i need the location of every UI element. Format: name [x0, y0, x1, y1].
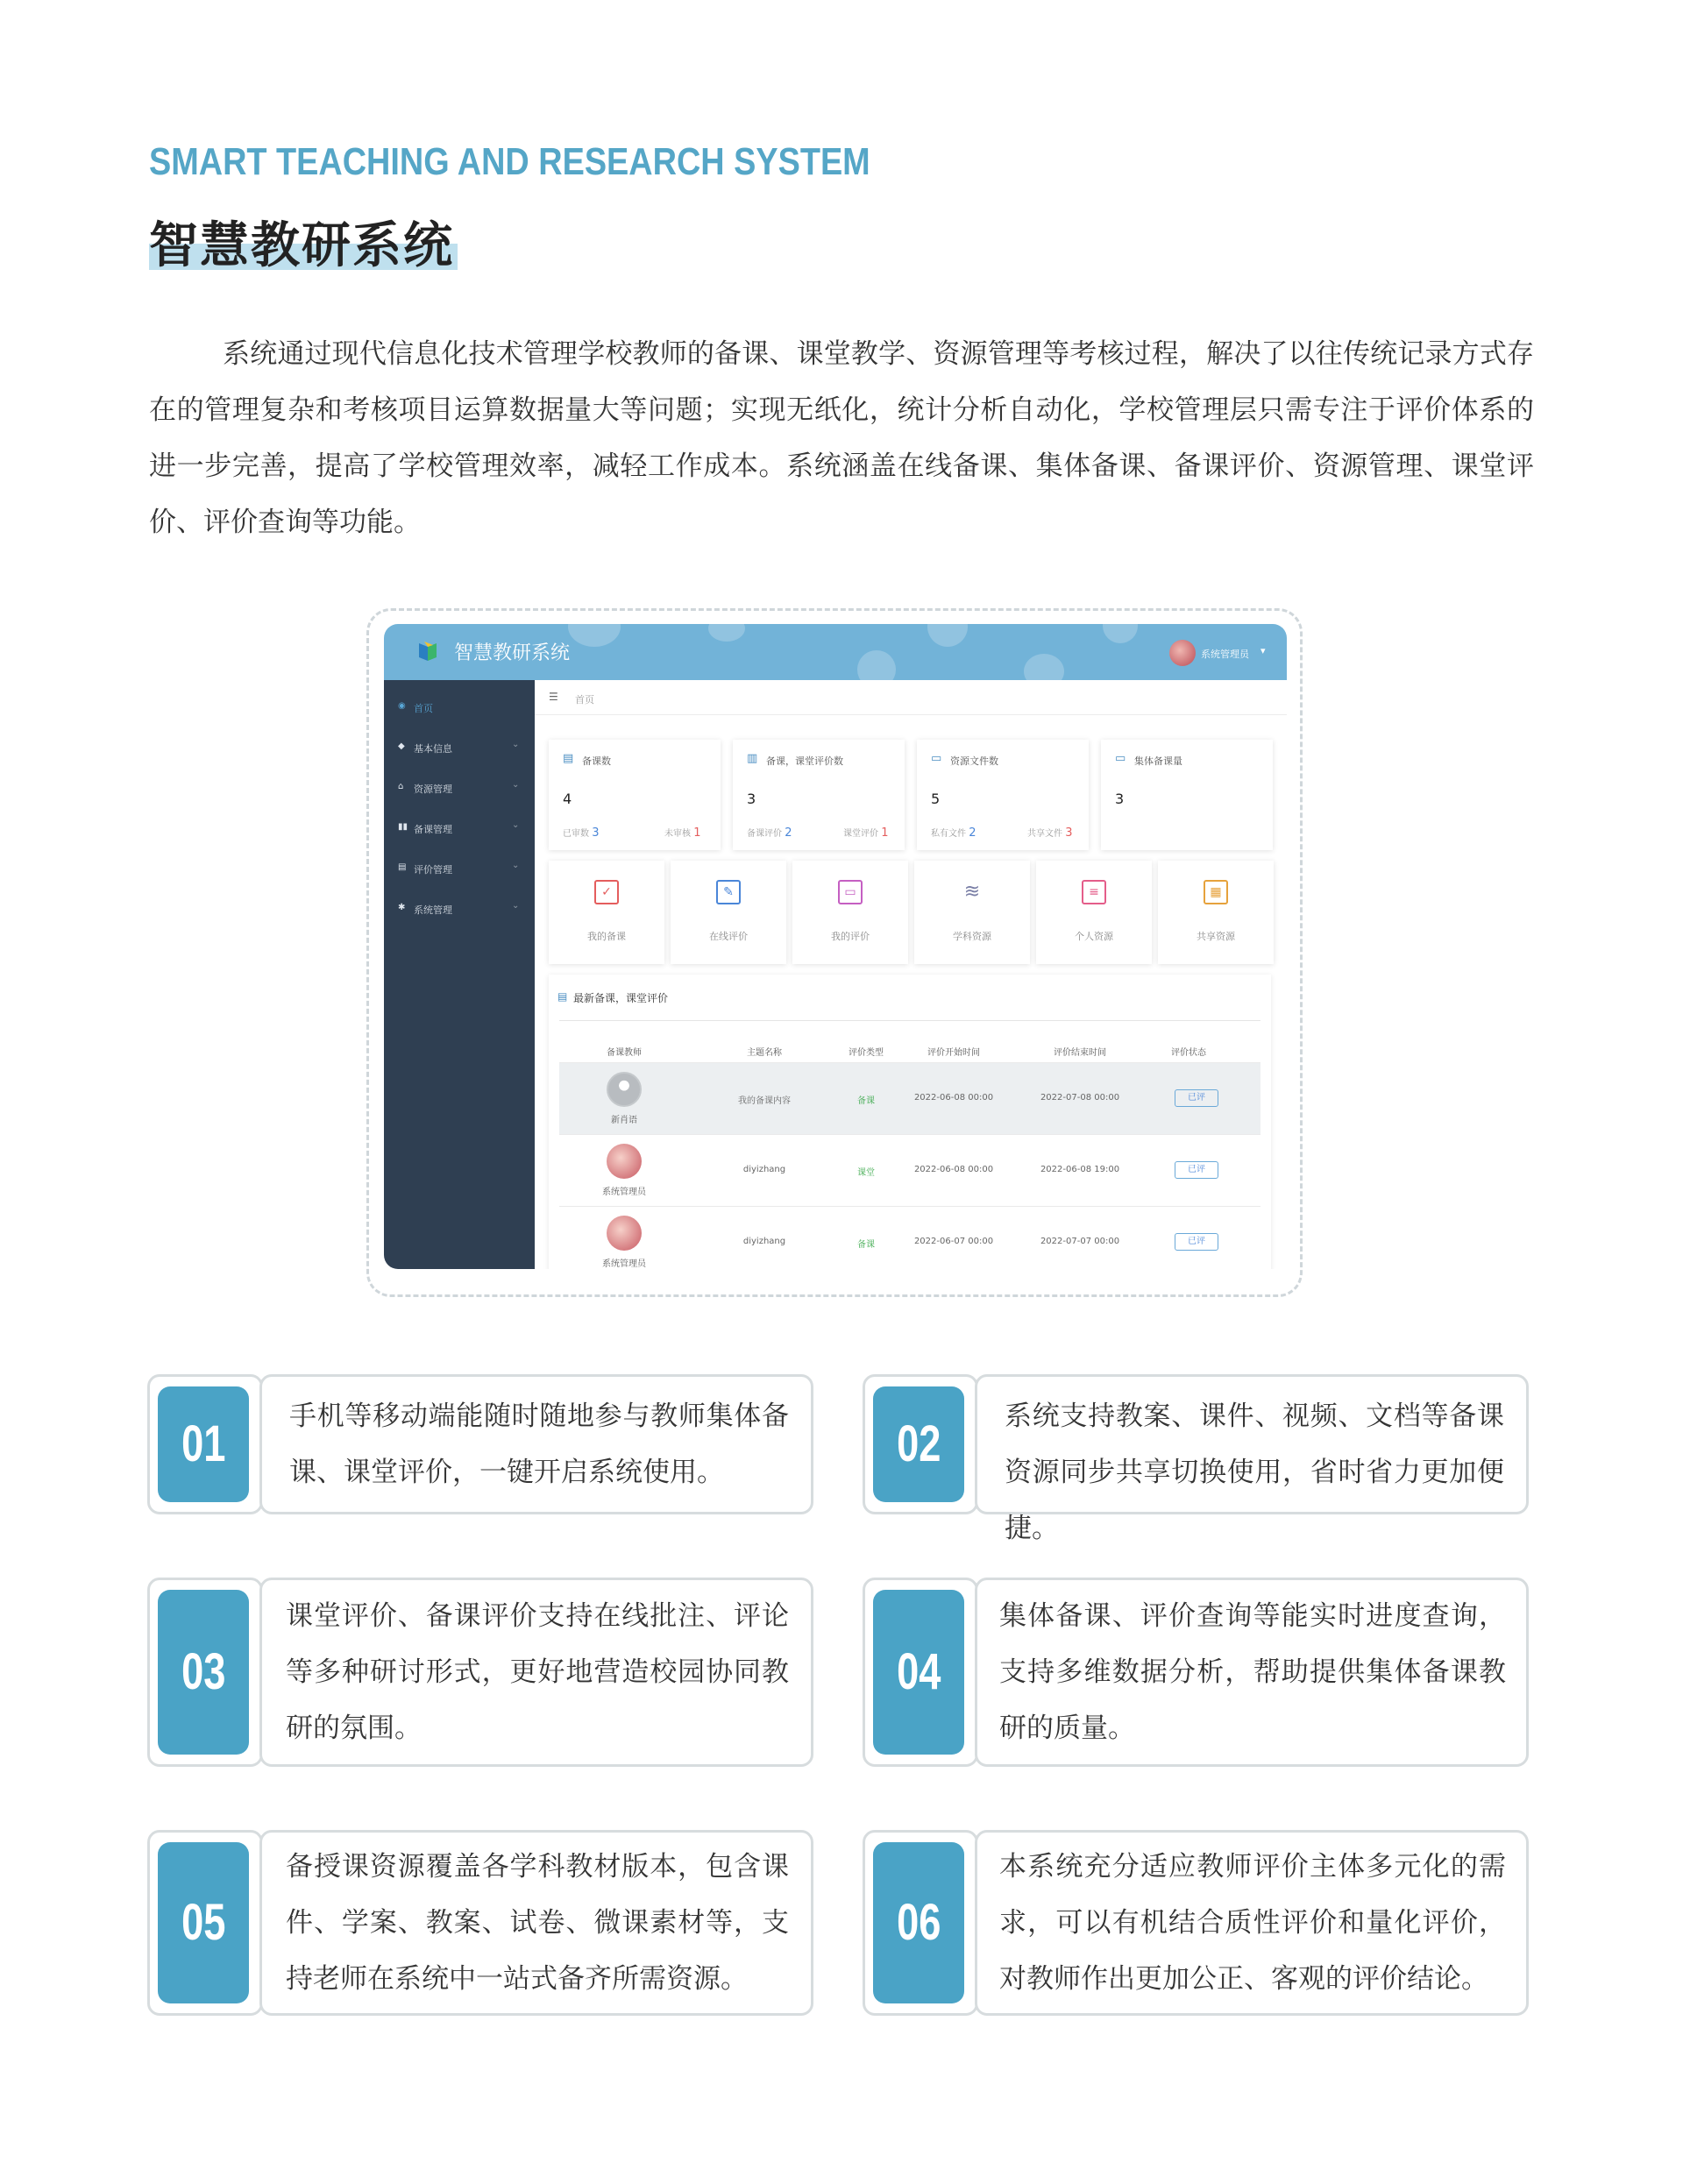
type-cell: 备课 [857, 1096, 875, 1106]
eyebrow-title: SMART TEACHING AND RESEARCH SYSTEM [149, 140, 870, 183]
file-icon: ▥ [747, 752, 758, 765]
teacher-name: 新肖语 [611, 1116, 637, 1125]
stat-sub-1: 备课评价 2 [747, 826, 792, 840]
user-name[interactable]: 系统管理员 [1201, 649, 1249, 660]
feature-number: 02 [873, 1386, 964, 1502]
start-cell: 2022-06-07 00:00 [913, 1237, 994, 1246]
layers-icon: ◆ [398, 741, 405, 751]
app-header [384, 624, 1287, 680]
column-header: 评价状态 [1171, 1048, 1206, 1058]
folder-icon: ▭ [931, 752, 942, 765]
teacher-name: 系统管理员 [602, 1259, 646, 1269]
column-header: 评价类型 [849, 1048, 884, 1058]
sidebar-item-evaluation[interactable] [384, 852, 535, 887]
stat-value: 4 [563, 791, 572, 807]
feature-number: 06 [873, 1842, 964, 2003]
breadcrumb [535, 680, 1287, 715]
app-title: 智慧教研系统 [454, 642, 571, 664]
avatar [607, 1144, 642, 1179]
sidebar-item-label: 备课管理 [414, 824, 452, 835]
start-cell: 2022-06-08 00:00 [913, 1093, 994, 1103]
sidebar-item-system[interactable] [384, 892, 535, 927]
feature-text: 系统支持教案、课件、视频、文档等备课资源同步共享切换使用，省时省力更加便捷。 [1005, 1400, 1504, 1544]
avatar [607, 1216, 642, 1251]
feature-card-03 [147, 1578, 813, 1767]
quick-link-label: 我的评价 [831, 931, 870, 942]
sidebar-item-label: 首页 [414, 703, 433, 714]
monitor-icon: ▭ [838, 880, 863, 904]
end-cell: 2022-06-08 19:00 [1040, 1165, 1120, 1174]
chevron-down-icon: ⌄ [512, 780, 520, 790]
sidebar-item-label: 系统管理 [414, 904, 452, 916]
checklist-icon: ✓ [594, 880, 619, 904]
feature-number: 03 [158, 1590, 249, 1755]
stat-label: 集体备课量 [1134, 755, 1182, 767]
edit-file-icon: ✎ [716, 880, 741, 904]
sidebar-item-home[interactable] [384, 691, 535, 726]
stat-card-resources[interactable] [917, 740, 1089, 850]
column-header: 评价开始时间 [927, 1048, 980, 1058]
start-cell: 2022-06-08 00:00 [913, 1165, 994, 1174]
feature-number: 01 [158, 1386, 249, 1502]
stack-icon: ≋ [963, 881, 981, 903]
page-title-block [149, 207, 454, 277]
chevron-down-icon: ⌄ [512, 901, 520, 911]
quick-link-personal-res[interactable] [1036, 861, 1152, 964]
topic-cell: diyizhang [742, 1165, 786, 1174]
type-cell: 备课 [857, 1240, 875, 1250]
quick-link-shared-res[interactable] [1158, 861, 1274, 964]
type-cell: 课堂 [857, 1168, 875, 1178]
chevron-down-icon: ⌄ [512, 740, 520, 749]
feature-number: 05 [158, 1842, 249, 2003]
header-decoration [1103, 624, 1138, 643]
book-icon: ▮▮ [398, 822, 408, 832]
table-row[interactable] [559, 1062, 1260, 1134]
column-header: 主题名称 [747, 1048, 782, 1058]
header-decoration [708, 624, 745, 642]
recent-title: ▤ 最新备课，课堂评价 [557, 990, 669, 1004]
feature-text: 手机等移动端能随时随地参与教师集体备课、课堂评价，一键开启系统使用。 [289, 1400, 789, 1488]
feature-text: 本系统充分适应教师评价主体多元化的需求，可以有机结合质性评价和量化评价，对教师作出更加公正、客观的评价结论。 [999, 1851, 1506, 1995]
document-icon: ▤ [398, 862, 407, 872]
feature-number: 04 [873, 1590, 964, 1755]
quick-link-subject-res[interactable] [914, 861, 1030, 964]
status-badge[interactable]: 已评 [1175, 1089, 1218, 1107]
divider [559, 1020, 1260, 1021]
quick-link-label: 个人资源 [1075, 931, 1113, 942]
app-logo-icon [415, 640, 440, 664]
status-badge[interactable]: 已评 [1175, 1161, 1218, 1179]
list-doc-icon: ≡ [1082, 880, 1106, 904]
end-cell: 2022-07-08 00:00 [1040, 1093, 1120, 1103]
sidebar-item-label: 资源管理 [414, 784, 452, 795]
sidebar-item-lesson-prep[interactable] [384, 812, 535, 847]
user-avatar[interactable] [1169, 640, 1196, 666]
sidebar-item-label: 基本信息 [414, 743, 452, 755]
folder-icon: ▭ [1115, 752, 1126, 765]
app-screenshot [384, 624, 1287, 1269]
topic-cell: diyizhang [742, 1237, 786, 1246]
quick-link-label: 学科资源 [953, 931, 991, 942]
stat-value: 5 [931, 791, 941, 807]
chevron-down-icon[interactable]: ▾ [1260, 645, 1266, 656]
feature-card-05 [147, 1830, 813, 2016]
end-cell: 2022-07-07 00:00 [1040, 1237, 1120, 1246]
feature-card-02 [863, 1374, 1529, 1544]
topic-cell: 我的备课内容 [738, 1096, 791, 1106]
list-icon: ▤ [563, 752, 574, 765]
feature-card-01 [147, 1374, 813, 1514]
avatar [607, 1072, 642, 1107]
breadcrumb-home[interactable]: 首页 [575, 694, 594, 706]
intro-paragraph: 系统通过现代信息化技术管理学校教师的备课、课堂教学、资源管理等考核过程，解决了以往传统记录方式存在的管理复杂和考核项目运算数据量大等问题；实现无纸化，统计分析自动化，学校管理层只需专注于评价体系的进一步完善，提高了学校管理效率，减轻工作成本。系统涵盖在线备课、集体备课、备课评价、资源管理、课堂评价、评价查询等功能。 [149, 338, 1534, 538]
sidebar [384, 680, 535, 1269]
sidebar-item-label: 评价管理 [414, 864, 452, 876]
feature-card-04 [863, 1578, 1529, 1767]
stat-label: 资源文件数 [950, 755, 998, 767]
quick-link-my-eval[interactable] [792, 861, 908, 964]
teacher-name: 系统管理员 [602, 1188, 646, 1197]
quick-link-my-lessons[interactable] [549, 861, 664, 964]
stat-card-evaluations[interactable] [733, 740, 905, 850]
stat-card-lessons[interactable] [549, 740, 721, 850]
sidebar-item-basic-info[interactable] [384, 731, 535, 766]
table-row[interactable] [559, 1134, 1260, 1206]
chevron-down-icon: ⌄ [512, 820, 520, 830]
header-decoration [568, 624, 621, 647]
stat-card-group-prep[interactable] [1101, 740, 1273, 850]
stat-value: 3 [747, 791, 756, 807]
gear-icon: ✱ [398, 903, 406, 912]
stat-value: 3 [1115, 791, 1125, 807]
stat-sub-2: 课堂评价 1 [843, 826, 889, 840]
dashboard-icon: ◉ [398, 701, 406, 711]
header-decoration [927, 624, 968, 647]
feature-text: 备授课资源覆盖各学科教材版本，包含课件、学案、教案、试卷、微课素材等，支持老师在系统中一站式备齐所需资源。 [286, 1851, 789, 1995]
recent-evaluations-panel [549, 975, 1271, 1269]
column-header: 评价结束时间 [1054, 1048, 1106, 1058]
stat-sub-2: 共享文件 3 [1027, 826, 1073, 840]
feature-text: 集体备课、评价查询等能实时进度查询，支持多维数据分析，帮助提供集体备课教研的质量。 [999, 1600, 1506, 1744]
stat-label: 备课，课堂评价数 [766, 755, 843, 767]
document-icon: ▤ [557, 990, 568, 1003]
status-badge[interactable]: 已评 [1175, 1233, 1218, 1251]
quick-link-label: 共享资源 [1197, 931, 1235, 942]
sidebar-item-resources[interactable] [384, 771, 535, 806]
quick-link-label: 在线评价 [709, 931, 748, 942]
page-title: 智慧教研系统 [149, 217, 454, 274]
stat-sub-1: 私有文件 2 [931, 826, 976, 840]
column-header: 备课教师 [607, 1048, 642, 1058]
stat-sub-1: 已审数 3 [563, 826, 600, 840]
chevron-down-icon: ⌄ [512, 861, 520, 870]
book-save-icon: ▦ [1204, 880, 1228, 904]
table-row[interactable] [559, 1206, 1260, 1269]
stat-label: 备课数 [582, 755, 611, 767]
stat-sub-2: 未审核 1 [664, 826, 701, 840]
menu-toggle-icon[interactable]: ☰ [549, 691, 558, 703]
quick-link-label: 我的备课 [587, 931, 626, 942]
feature-text: 课堂评价、备课评价支持在线批注、评论等多种研讨形式，更好地营造校园协同教研的氛围。 [286, 1600, 789, 1744]
home-icon: ⌂ [398, 782, 404, 791]
feature-card-06 [863, 1830, 1529, 2016]
quick-link-online-eval[interactable] [671, 861, 786, 964]
